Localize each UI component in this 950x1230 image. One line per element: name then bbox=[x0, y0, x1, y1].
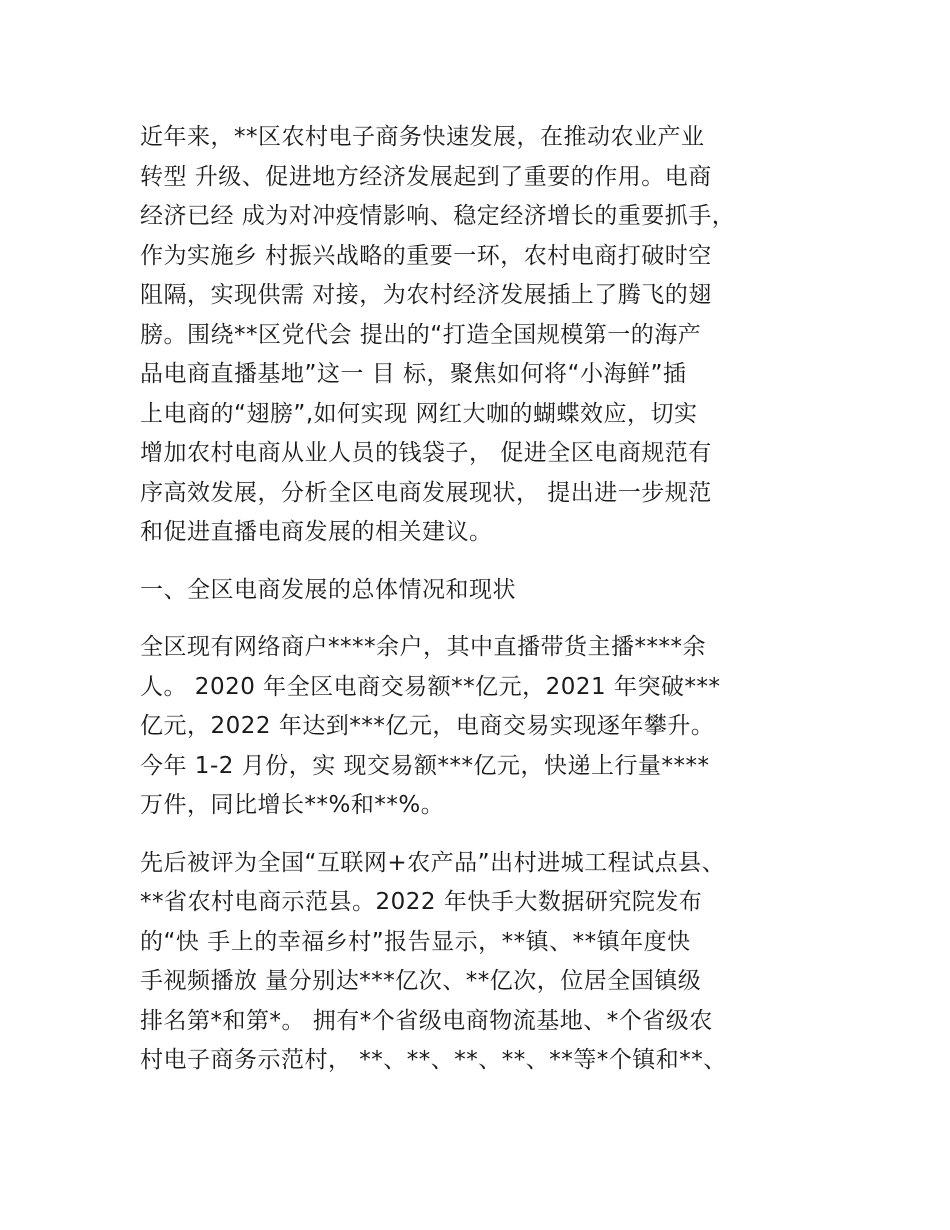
text-line: **省农村电商示范县。2022 年快手大数据研究院发布 bbox=[140, 889, 703, 915]
paragraph-honors bbox=[140, 844, 820, 1081]
text-line: 增加农村电商从业人员的钱袋子， 促进全区电商规范有 bbox=[140, 440, 712, 466]
text-line: 序高效发展，分析全区电商发展现状， 提出进一步规范 bbox=[140, 479, 712, 506]
text-line: 膀。围绕**区党代会 提出的“打造全国规模第一的海产 bbox=[140, 321, 702, 348]
paragraph-stats bbox=[140, 628, 820, 826]
text-line: 今年 1-2 月份，实 现交易额***亿元，快递上行量**** bbox=[140, 752, 710, 779]
section-heading bbox=[140, 571, 820, 611]
text-line: 先后被评为全国“互联网+农产品”出村进城工程试点县、 bbox=[140, 849, 726, 876]
text-line: 亿元，2022 年达到***亿元，电商交易实现逐年攀升。 bbox=[140, 713, 715, 739]
text-line: 作为实施乡 村振兴战略的重要一环，农村电商打破时空 bbox=[140, 242, 712, 269]
text-line: 万件，同比增长**%和**%。 bbox=[140, 792, 445, 818]
paragraph-intro bbox=[140, 118, 820, 553]
text-line: 转型 升级、促进地方经济发展起到了重要的作用。电商 bbox=[140, 163, 712, 190]
text-line: 排名第*和第*。 拥有*个省级电商物流基地、*个省级农 bbox=[140, 1007, 713, 1034]
text-line: 全区现有网络商户****余户，其中直播带货主播****余 bbox=[140, 634, 706, 660]
text-line: 上电商的“翅膀”,如何实现 网红大咖的蝴蝶效应，切实 bbox=[140, 400, 698, 427]
heading-text: 一、全区电商发展的总体情况和现状 bbox=[140, 576, 516, 603]
text-line: 阻隔，实现供需 对接，为农村经济发展插上了腾飞的翅 bbox=[140, 282, 712, 308]
text-line: 近年来，**区农村电子商务快速发展，在推动农业产业 bbox=[140, 124, 705, 150]
document-body bbox=[140, 118, 820, 1099]
text-line: 人。 2020 年全区电商交易额**亿元，2021 年突破*** bbox=[140, 673, 721, 700]
text-line: 的“快 手上的幸福乡村”报告显示，**镇、**镇年度快 bbox=[140, 928, 691, 955]
text-line: 手视频播放 量分别达***亿次、**亿次，位居全国镇级 bbox=[140, 968, 702, 994]
text-line: 品电商直播基地”这一 目 标，聚焦如何将“小海鲜”插 bbox=[140, 361, 687, 387]
text-line: 和促进直播电商发展的相关建议。 bbox=[140, 519, 493, 545]
text-line: 村电子商务示范村， **、**、**、**、**等*个镇和**、 bbox=[140, 1047, 727, 1073]
text-line: 经济已经 成为对冲疫情影响、稳定经济增长的重要抓手， bbox=[140, 203, 736, 229]
